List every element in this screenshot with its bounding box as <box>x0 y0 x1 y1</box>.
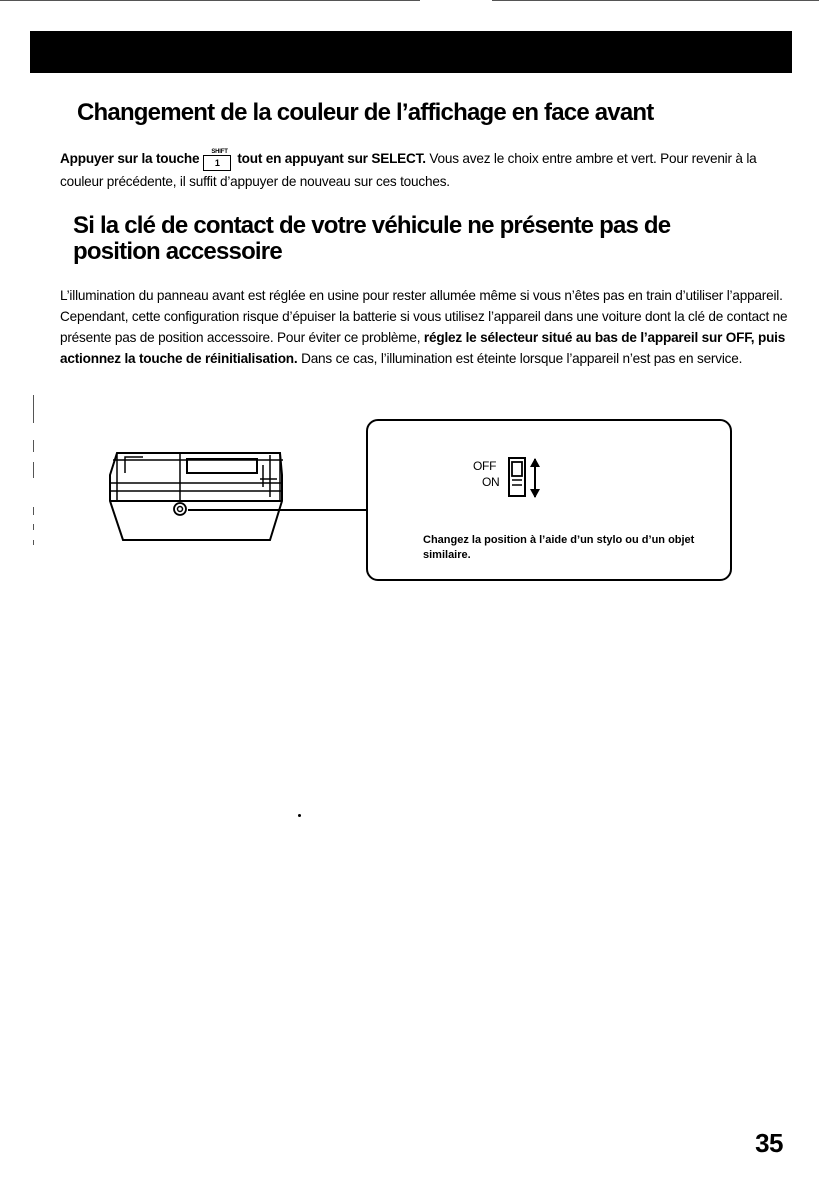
illumination-instruction: réglez le sélecteur situé au bas de l’appareil sur OFF, puis actionnez la touche de réinitialisation. <box>60 330 786 366</box>
top-rule-right <box>492 0 819 1</box>
paragraph-display-color <box>60 148 800 192</box>
shift-1-key-icon <box>203 149 231 171</box>
illumination-text-start: L’illumination du panneau avant est réglée en usine pour rester allumée même si vous n’êtes pas en train d’utiliser l’appareil. Cependant, cette configuration risque d’épuiser la batterie si vous utilisez l’appareil dans une voiture dont la clé de contact ne présente pas de position accessoire. Pour éviter ce problème, <box>60 288 788 345</box>
connector-line <box>188 509 366 511</box>
margin-tick <box>33 462 34 478</box>
key-label: 1 <box>214 158 220 168</box>
margin-tick <box>33 395 34 423</box>
callout-box <box>366 419 732 581</box>
margin-tick <box>33 524 34 530</box>
section-heading-ignition: Si la clé de contact de votre véhicule ne présente pas de position accessoire <box>73 212 671 265</box>
margin-tick <box>33 540 34 545</box>
instruction-select: tout en appuyant sur SELECT. <box>237 151 426 166</box>
instruction-rest: Vous avez le choix entre ambre et vert. Pour revenir à la couleur précédente, il suffit d’appuyer de nouveau sur ces touches. <box>60 151 757 189</box>
stray-dot <box>298 814 301 817</box>
illumination-text-end: Dans ce cas, l’illumination est éteinte lorsque l’appareil n’est pas en service. <box>297 351 743 366</box>
page-number: 35 <box>755 1128 783 1158</box>
top-rule-left <box>0 0 420 1</box>
car-stereo-unit-illustration <box>105 445 287 550</box>
paragraph-illumination <box>60 285 800 369</box>
section-heading-display-color: Changement de la couleur de l’affichage en face avant <box>77 99 654 126</box>
slide-switch-icon <box>469 453 559 503</box>
margin-tick <box>33 507 34 515</box>
callout-caption: Changez la position à l’aide d’un stylo ou d’un objet similaire. <box>423 534 695 561</box>
instruction-lead: Appuyer sur la touche <box>60 151 200 166</box>
header-bar <box>30 31 792 73</box>
switch-on-label: ON <box>482 475 500 489</box>
key-top-label: SHIFT <box>211 149 228 155</box>
margin-tick <box>33 440 34 452</box>
switch-off-label: OFF <box>473 459 497 473</box>
